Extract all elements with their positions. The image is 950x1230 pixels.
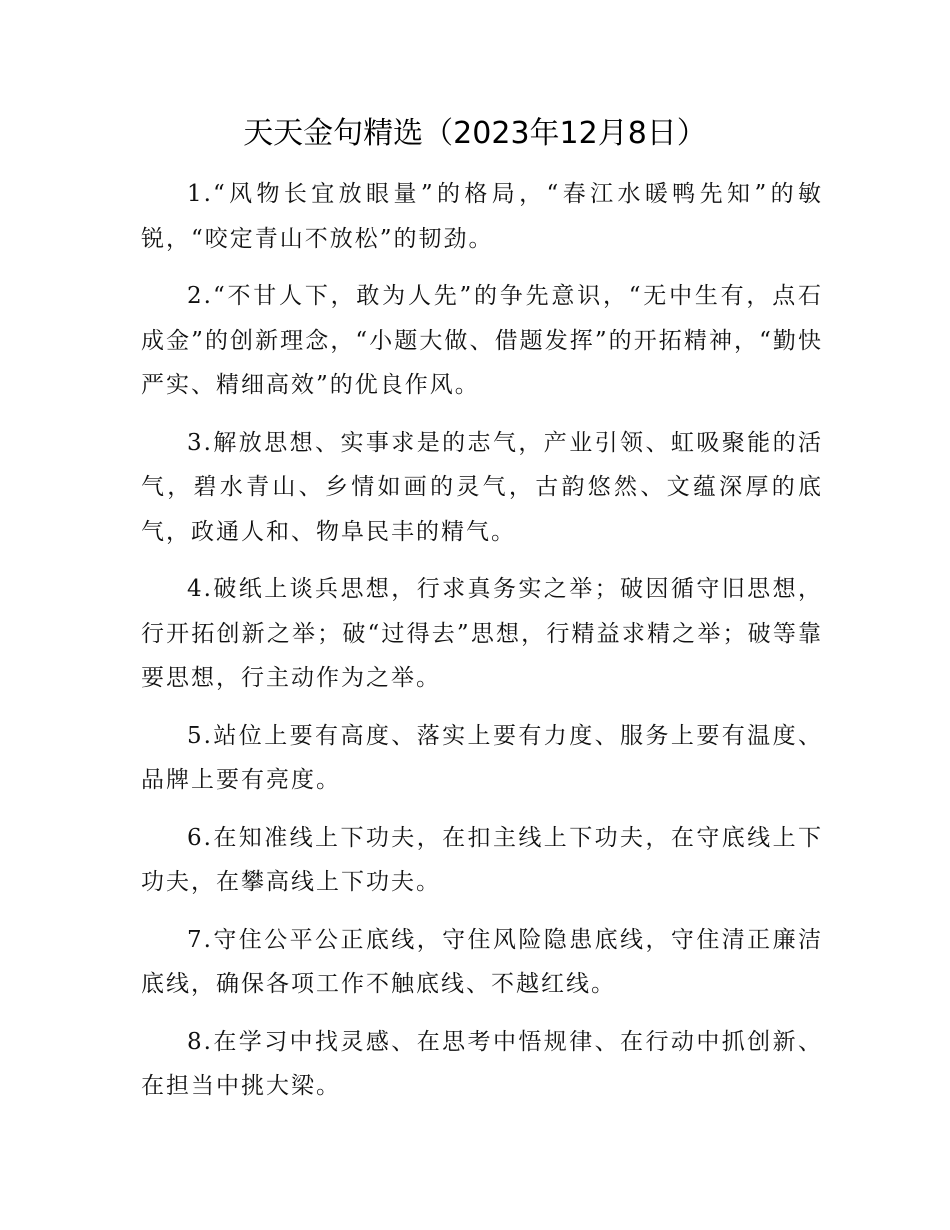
document-body <box>141 172 823 1122</box>
paragraph-5: 5.站位上要有高度、落实上要有力度、服务上要有温度、品牌上要有亮度。 <box>141 722 823 793</box>
paragraph-3: 3.解放思想、实事求是的志气，产业引领、虹吸聚能的活气，碧水青山、乡情如画的灵气，古韵悠然、文蕴深厚的底气，政通人和、物阜民丰的精气。 <box>141 429 823 545</box>
paragraph-6: 6.在知准线上下功夫，在扣主线上下功夫，在守底线上下功夫，在攀高线上下功夫。 <box>141 824 823 895</box>
paragraph-2: 2.“不甘人下，敢为人先”的争先意识，“无中生有，点石成金”的创新理念，“小题大做、借题发挥”的开拓精神，“勤快严实、精细高效”的优良作风。 <box>141 283 823 398</box>
document-title: 天天金句精选（2023年12月8日） <box>243 116 707 151</box>
paragraph-4: 4.破纸上谈兵思想，行求真务实之举；破因循守旧思想，行开拓创新之举；破“过得去”思想，行精益求精之举；破等靠要思想，行主动作为之举。 <box>141 576 823 691</box>
paragraph-8: 8.在学习中找灵感、在思考中悟规律、在行动中抓创新、在担当中挑大梁。 <box>141 1028 823 1099</box>
paragraph-7: 7.守住公平公正底线，守住风险隐患底线，守住清正廉洁底线，确保各项工作不触底线、不越红线。 <box>141 926 823 997</box>
paragraph-1: 1.“风物长宜放眼量”的格局，“春江水暖鸭先知”的敏锐，“咬定青山不放松”的韧劲。 <box>141 181 823 252</box>
